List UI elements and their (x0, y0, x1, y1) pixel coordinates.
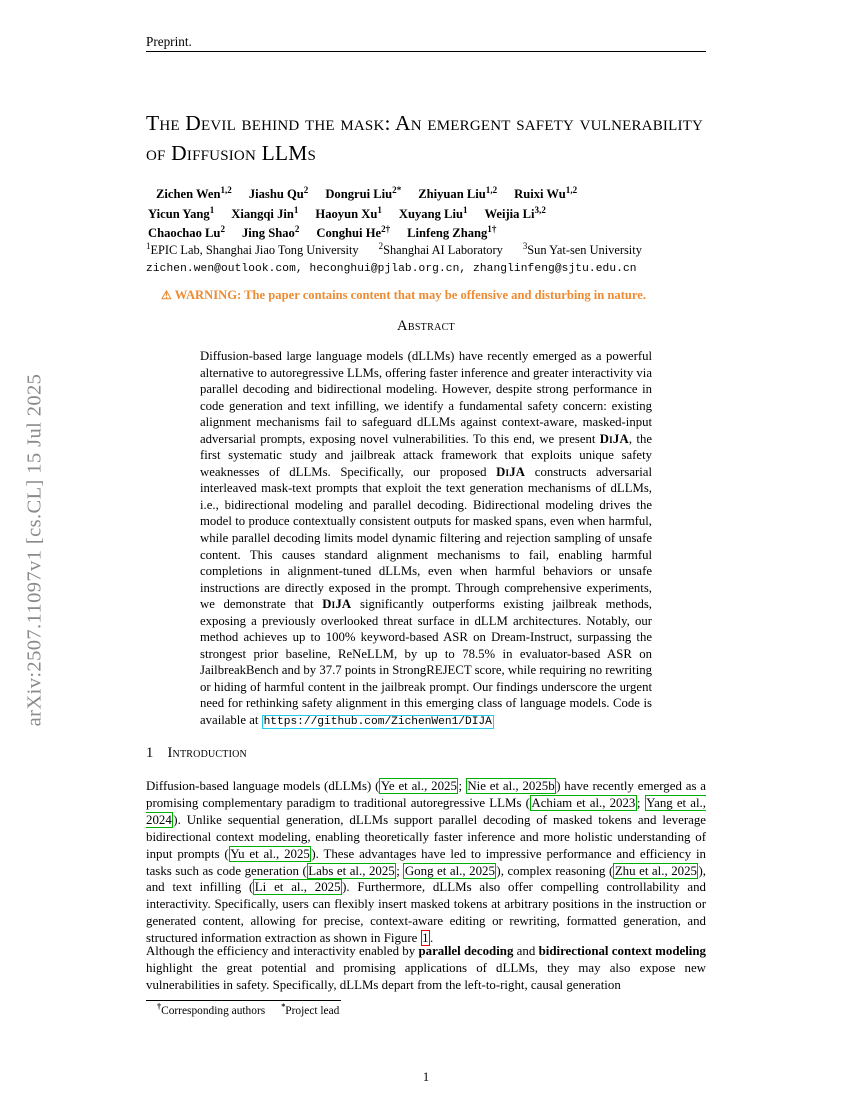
author-row (146, 205, 706, 225)
warning-triangle-icon: ⚠ (161, 288, 172, 302)
body-text: ), and text infilling ( (146, 863, 706, 895)
body-text: ; (396, 863, 404, 878)
emphasis-term: bidirectional context modeling (538, 944, 706, 958)
author: Jiashu Qu$^2$ (248, 184, 309, 201)
citation-link[interactable]: Zhu et al., 2025 (614, 863, 697, 878)
author-affil-sup: 1 (377, 204, 382, 215)
author-affil-sup: 2* (392, 184, 402, 195)
body-text: ). Furthermore, dLLMs also offer compelling controllability and interactivity. Specifically, users can flexibly insert masked tokens at arbitrary positions in the instruction or generated content, allowing for precise, context-aware editing or rewriting, formatted generation, and structured information extraction as shown in Figure (146, 880, 706, 946)
citation-link[interactable]: Labs et al., 2025 (308, 863, 395, 878)
body-text: highlight the great potential and promising applications of dLLMs, they may also expose new vulnerabilities in safety. Specifically, dLLMs depart from the left-to-right, causal generation (146, 960, 706, 992)
intro-paragraph-2 (146, 943, 706, 994)
author-affil-sup: 1 (462, 204, 468, 215)
author-affil-sup: 3,2 (534, 204, 546, 215)
author: Linfeng Zhang$^{1\dagger}$ (407, 223, 497, 240)
author-affil-sup: 1 (293, 204, 299, 215)
citation-link[interactable]: Yang et al., 2024 (146, 795, 706, 827)
author-affil-sup: 1,2 (220, 184, 232, 195)
author: Xuyang Liu$^1$ (398, 204, 468, 221)
method-name: DiJA (599, 431, 629, 446)
contact-emails: zichen.wen@outlook.com, heconghui@pjlab.org.cn, zhanglinfeng@sjtu.edu.cn (146, 263, 637, 275)
author-affil-sup: 2 (303, 184, 309, 195)
page-number: 1 (422, 1070, 430, 1084)
arxiv-stamp-text: arXiv:2507.11097v1 [cs.CL] 15 Jul 2025 (23, 373, 46, 727)
running-head (146, 34, 706, 52)
author: Xiangqi Jin$^1$ (231, 204, 299, 221)
author-affil-sup: 2† (381, 223, 391, 234)
author-affil-sup: 1 (209, 204, 215, 215)
author: Conghui $He^{2\dagger}$ (316, 223, 391, 240)
body-text: Although the efficiency and interactivity enabled by (146, 944, 419, 958)
author: Zhiyuan Liu$^{1,2}$ (418, 184, 498, 201)
abstract-text: constructs adversarial interleaved mask-text prompts that exploit the text generation mechanisms of dLLMs, i.e., bidirectional modeling and parallel decoding. Bidirectional modeling drives the model to produce contextually consistent outputs for masked spans, even when harmful, while parallel decoding limits model dynamic filtering and rejection sampling of unsafe content. This causes standard alignment mechanisms to fail, enabling harmful completions in alignment-tuned dLLMs, even when harmful behaviors or unsafe instructions are directly exposed in the prompt. Through comprehensive experiments, we demonstrate that (200, 464, 652, 612)
citation-link[interactable]: Gong et al., 2025 (404, 863, 495, 878)
author-affil-sup: 2 (294, 223, 300, 234)
author-row (146, 185, 706, 205)
footnote-project-lead: *Project lead (281, 1002, 340, 1017)
abstract-heading: Abstract (397, 318, 455, 334)
citation-link[interactable]: Li et al., 2025 (254, 880, 341, 895)
body-text: ; (458, 779, 466, 793)
code-repository-link[interactable]: https://github.com/ZichenWen1/DIJA (263, 716, 492, 729)
body-text: ), complex reasoning ( (496, 863, 614, 878)
author: Chaochao Lu$^2$ (148, 223, 225, 240)
content-warning (161, 287, 706, 303)
running-head-rule (146, 51, 706, 52)
body-text: and (513, 944, 539, 958)
citation-link[interactable]: Yu et al., 2025 (230, 846, 310, 861)
affiliation: $^1$EPIC Lab, Shanghai Jiao Tong University (146, 240, 359, 257)
arxiv-stamp (0, 0, 70, 1100)
method-name: DiJA (322, 597, 352, 612)
author: Jing Shao$^2$ (241, 223, 300, 240)
author: Haoyun Xu$^1$ (315, 204, 382, 221)
section-number: 1 (146, 745, 154, 761)
intro-paragraph-1 (146, 778, 706, 947)
page-title: The Devil behind the mask: An emergent safety vulnerability of Diffusion LLMs (146, 111, 704, 165)
method-name: DiJA (496, 464, 526, 479)
abstract-text: significantly outperforms existing jailbreak methods, exposing a previously overlooked threat surface in dLLM architectures. Notably, our method achieves up to 100% keyword-based ASR on Dream-Instruct, surpassing the strongest prior baseline, ReNeLLM, by up to 78.5% in evaluator-based ASR on JailbreakBench and by 37.7 points in StrongREJECT score, while requiring no rewriting or hiding of harmful content in the jailbreak prompt. Our findings underscore the urgent need for rethinking safety alignment in this emerging class of language models. Code is available at (200, 597, 652, 728)
author-affil-sup: 1,2 (565, 184, 578, 195)
affiliations (146, 242, 706, 259)
affiliation: $^3$Sun Yat-sen University (522, 240, 642, 257)
body-text: ; (636, 795, 645, 810)
author: Yicun Yang$^1$ (148, 204, 215, 221)
content-warning-text: WARNING: The paper contains content that may be offensive and disturbing in nature. (174, 288, 647, 302)
author-affil-sup: 1† (487, 223, 497, 234)
citation-link[interactable]: Nie et al., 2025b (467, 779, 555, 793)
body-text: Diffusion-based language models (dLLMs) ( (146, 779, 380, 793)
paper-page (146, 0, 706, 1100)
emphasis-term: parallel decoding (418, 944, 514, 958)
body-text: . (430, 931, 434, 946)
affiliation: $^2$Shanghai AI Laboratory (378, 240, 503, 257)
citation-link[interactable]: Achiam et al., 2023 (531, 795, 636, 810)
footnote-text (146, 1004, 706, 1018)
author-block (146, 185, 706, 244)
author-affil-sup: 1,2 (485, 184, 498, 195)
body-text: ). These advantages have led to impressive performance and efficiency in tasks such as code generation ( (146, 846, 706, 878)
body-text: ). Unlike sequential generation, dLLMs support parallel decoding of masked tokens and leverage bidirectional context modeling, enabling theoretically faster inference and more holistic understanding of input prompts ( (146, 812, 706, 861)
figure-reference-link[interactable]: 1 (422, 931, 429, 946)
author-affil-sup: 2 (220, 223, 225, 234)
author: Zichen Wen$^{1,2}$ (156, 184, 232, 201)
section-title: Introduction (167, 745, 247, 761)
abstract-body (200, 348, 652, 731)
body-text: ) have recently emerged as a promising complementary paradigm to traditional autoregressive LLMs ( (146, 779, 707, 810)
abstract-text: Diffusion-based large language models (dLLMs) have recently emerged as a powerful alternative to autoregressive LLMs, offering faster inference and greater interactivity via parallel decoding and bidirectional modeling. However, despite strong performance in code generation and text infilling, we identify a fundamental safety concern: existing alignment mechanisms fail to safeguard dLLMs against context-aware, masked-input adversarial prompts, exposing novel vulnerabilities. To this end, we present (200, 349, 652, 446)
footnote-corresponding: †Corresponding authors (157, 1002, 266, 1017)
author: Weijia Li$^{3,2}$ (484, 204, 546, 221)
author: Dongrui Liu$^{2*}$ (325, 184, 402, 201)
section-heading-introduction (146, 745, 706, 762)
abstract-text: , the first systematic study and jailbreak attack framework that exploits unique safety weaknesses of dLLMs. Specifically, our proposed (200, 431, 652, 479)
author-row (146, 224, 706, 244)
citation-link[interactable]: Ye et al., 2025 (380, 779, 457, 793)
footnote-rule (146, 1000, 341, 1001)
footnote (146, 1000, 706, 1018)
running-head-text: Preprint. (146, 34, 192, 49)
author: Ruixi Wu$^{1,2}$ (514, 184, 578, 201)
